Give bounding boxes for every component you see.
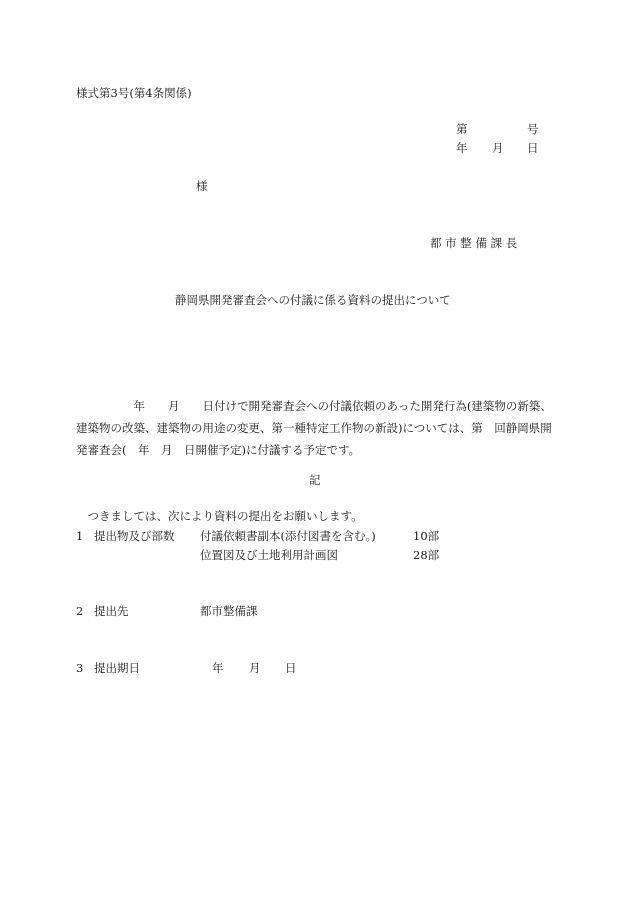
item-1-label: 提出物及び部数 [94,529,175,543]
body-paragraph-2: つきましては、次により資料の提出をお願いします。 [76,509,363,523]
item-2-label: 提出先 [94,604,129,618]
item-1-entry-2-qty: 28部 [413,548,440,562]
doc-number-suffix: 号 [527,122,539,136]
sender: 都 市 整 備 課 長 [430,236,518,250]
form-id: 様式第3号(第4条関係) [76,86,192,100]
item-3-label: 提出期日 [94,661,140,675]
item-1-entry-1-qty: 10部 [413,529,440,543]
date-year: 年 [456,141,468,155]
item-3-year: 年 [212,661,224,675]
item-1-entry-2-name: 位置図及び土地利用計画図 [200,548,338,562]
date-month: 月 [492,141,504,155]
item-2-number: 2 [76,604,84,618]
doc-number-prefix: 第 [456,122,468,136]
item-3-month: 月 [249,661,261,675]
item-1-number: 1 [76,529,84,543]
item-1-entry-1-name: 付議依頼書副本(添付図書を含む。) [200,529,376,543]
item-3-day: 日 [285,661,297,675]
item-2-value: 都市整備課 [200,604,258,618]
date-day: 日 [527,141,539,155]
body-paragraph-1: 年 月 日付けで開発審査会への付議依頼のあった開発行為(建築物の新築、建築物の改築、建築物の用途の変更、第一種特定工作物の新設)については、第 回静岡県開発審査会( 年 月 日開催予定)に付議する予定です。 [76,399,552,457]
addressee-suffix: 様 [196,179,208,193]
item-3-number: 3 [76,661,84,675]
ki-heading: 記 [309,473,321,487]
document-title: 静岡県開発審査会への付議に係る資料の提出について [175,293,451,307]
body-text [76,351,554,549]
